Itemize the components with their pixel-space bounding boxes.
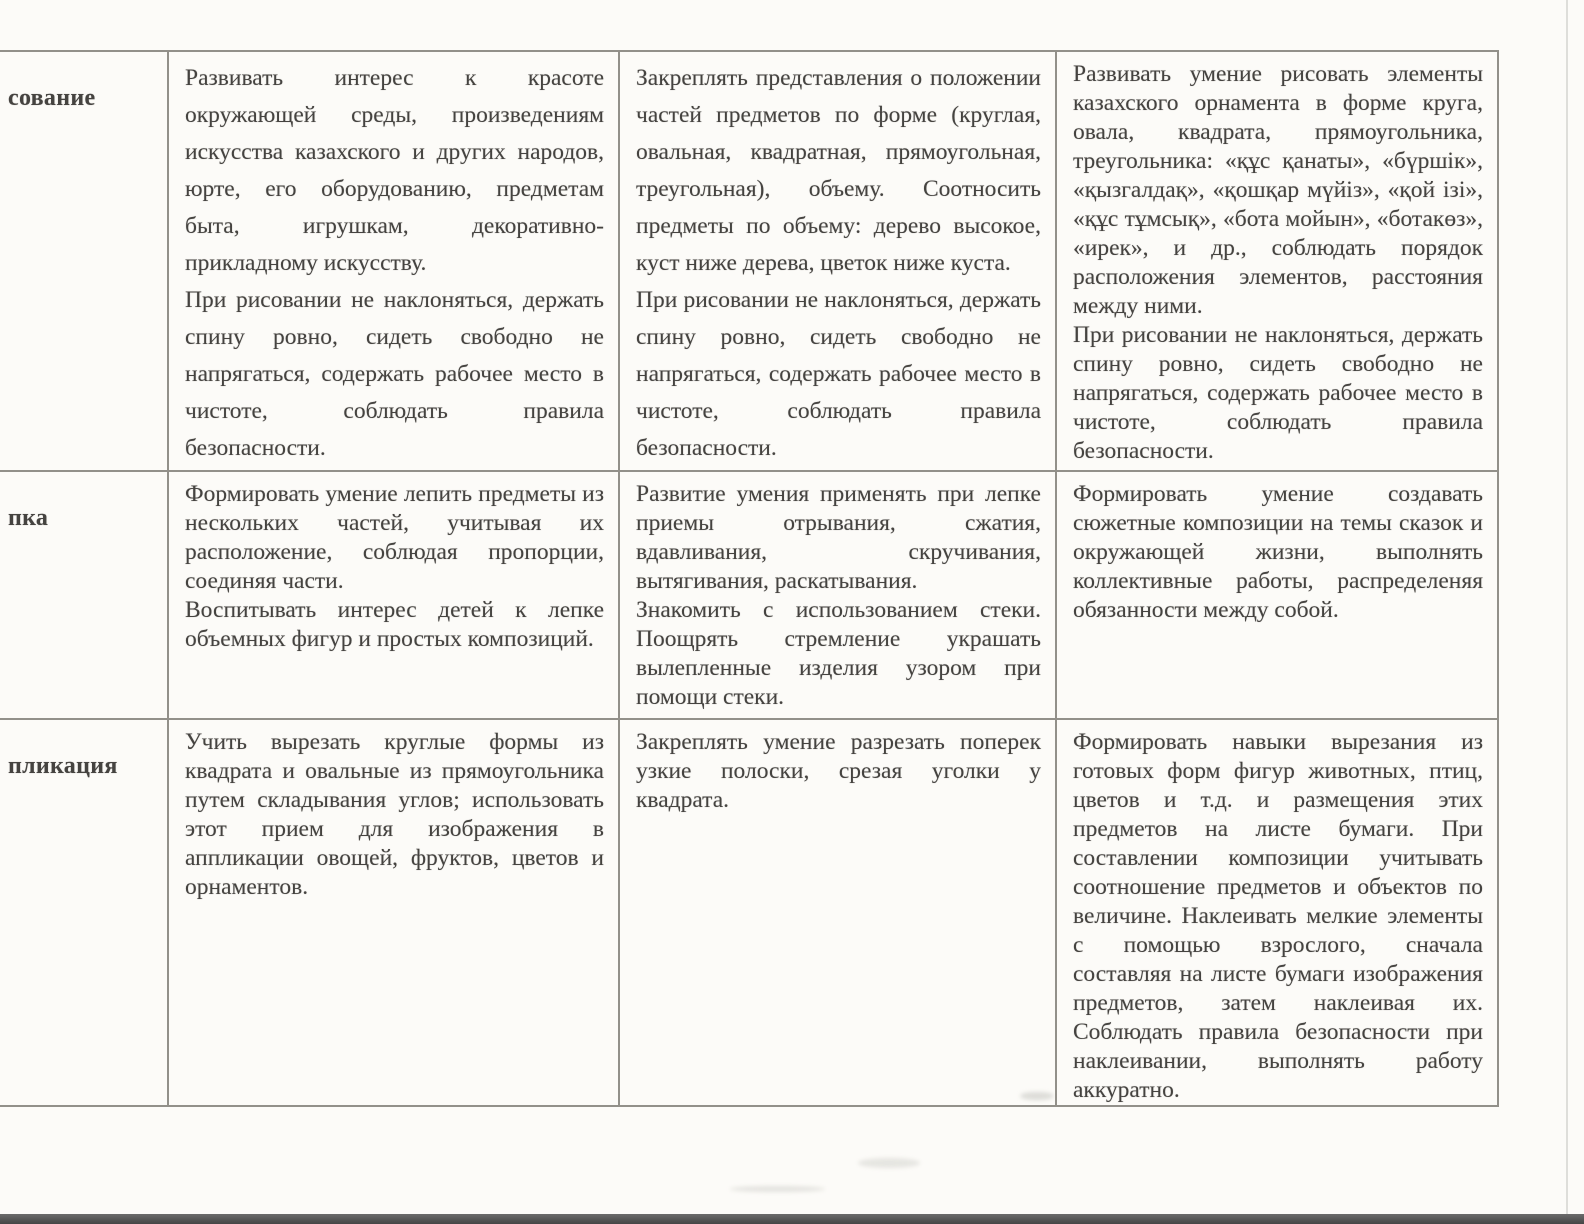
cell-lepka-col1 — [168, 471, 619, 719]
cell-paragraph: При рисовании не наклоняться, держать спину ровно, сидеть свободно не напрягаться, содержать рабочее место в чистоте, соблюдать правила безопасности. — [636, 287, 1041, 461]
cell-paragraph: Формировать умение лепить предметы из нескольких частей, учитывая их расположение, соблюдая пропорции, соединяя части. — [185, 481, 604, 594]
cell-paragraph: Воспитывать интерес детей к лепке объемных фигур и простых композиций. — [185, 597, 604, 652]
scan-page-edge-line — [1566, 0, 1568, 1214]
cell-paragraph: Развивать умение рисовать элементы казахского орнамента в форме круга, овала, квадрата, прямоугольника, треугольника: «құс қанаты», «бүршік», «қызгалдақ», «қошқар мүйіз», «қой ізі», «құс тұмсық», «бота мойын», «ботакөз», «ирек», и др., соблюдать порядок расположения элементов, расстояния между ними. — [1073, 61, 1483, 319]
cell-paragraph: Учить вырезать круглые формы из квадрата и овальные из прямоугольника путем складывания углов; использовать этот прием для изображения в аппликации овощей, фруктов, цветов и орнаментов. — [185, 729, 604, 900]
row-header-label: пка — [8, 505, 49, 531]
row-header-risovanie — [0, 51, 168, 471]
table-row-risovanie — [0, 51, 1498, 471]
cell-paragraph: Развитие умения применять при лепке приемы отрывания, сжатия, вдавливания, скручивания, вытягивания, раскатывания. — [636, 481, 1041, 594]
cell-paragraph: При рисовании не наклоняться, держать спину ровно, сидеть свободно не напрягаться, содержать рабочее место в чистоте, соблюдать правила безопасности. — [1073, 322, 1483, 464]
row-header-label: сование — [8, 85, 96, 111]
cell-paragraph: Формировать умение создавать сюжетные композиции на темы сказок и окружающей жизни, выполнять коллективные работы, распределеняя обязанности между собой. — [1073, 481, 1483, 623]
cell-paragraph: Знакомить с использованием стеки. Поощрять стремление украшать вылепленные изделия узором при помощи стеки. — [636, 597, 1041, 710]
cell-applikaciya-col1 — [168, 719, 619, 1106]
cell-paragraph: Формировать навыки вырезания из готовых форм фигур животных, птиц, цветов и т.д. и размещения этих предметов на листе бумаги. При составлении композиции учитывать соотношение предметов и объектов по величине. Наклеивать мелкие элементы с помощью взрослого, сначала составляя на листе бумаги изображения предметов, затем наклеивая их. Соблюдать правила безопасности при наклеивании, выполнять работу аккуратно. — [1073, 729, 1483, 1103]
cell-paragraph: Развивать интерес к красоте окружающей среды, произведениям искусства казахского и других народов, юрте, его оборудованию, предметам быта, игрушкам, декоративно-прикладному искусству. — [185, 65, 604, 276]
cell-paragraph: При рисовании не наклоняться, держать спину ровно, сидеть свободно не напрягаться, содержать рабочее место в чистоте, соблюдать правила безопасности. — [185, 287, 604, 461]
cell-applikaciya-col3 — [1056, 719, 1498, 1106]
cell-applikaciya-col2 — [619, 719, 1056, 1106]
cell-risovanie-col3 — [1056, 51, 1498, 471]
cell-risovanie-col1 — [168, 51, 619, 471]
cell-paragraph: Закреплять представления о положении частей предметов по форме (круглая, овальная, квадратная, прямоугольная, треугольная), объему. Соотносить предметы по объему: дерево высокое, куст ниже дерева, цветок ниже куста. — [636, 65, 1041, 276]
cell-lepka-col2 — [619, 471, 1056, 719]
row-header-lepka — [0, 471, 168, 719]
row-header-applikaciya — [0, 719, 168, 1106]
cell-lepka-col3 — [1056, 471, 1498, 719]
cell-risovanie-col2 — [619, 51, 1056, 471]
row-header-label: пликация — [8, 753, 118, 779]
scan-artifact — [858, 1158, 920, 1168]
scan-artifact — [730, 1186, 825, 1192]
table-row-lepka — [0, 471, 1498, 719]
curriculum-table — [0, 50, 1499, 1107]
cell-paragraph: Закреплять умение разрезать поперек узкие полоски, срезая уголки у квадрата. — [636, 729, 1041, 813]
scan-bottom-bar — [0, 1214, 1584, 1224]
scan-artifact — [1020, 1092, 1054, 1100]
table-row-applikaciya — [0, 719, 1498, 1106]
